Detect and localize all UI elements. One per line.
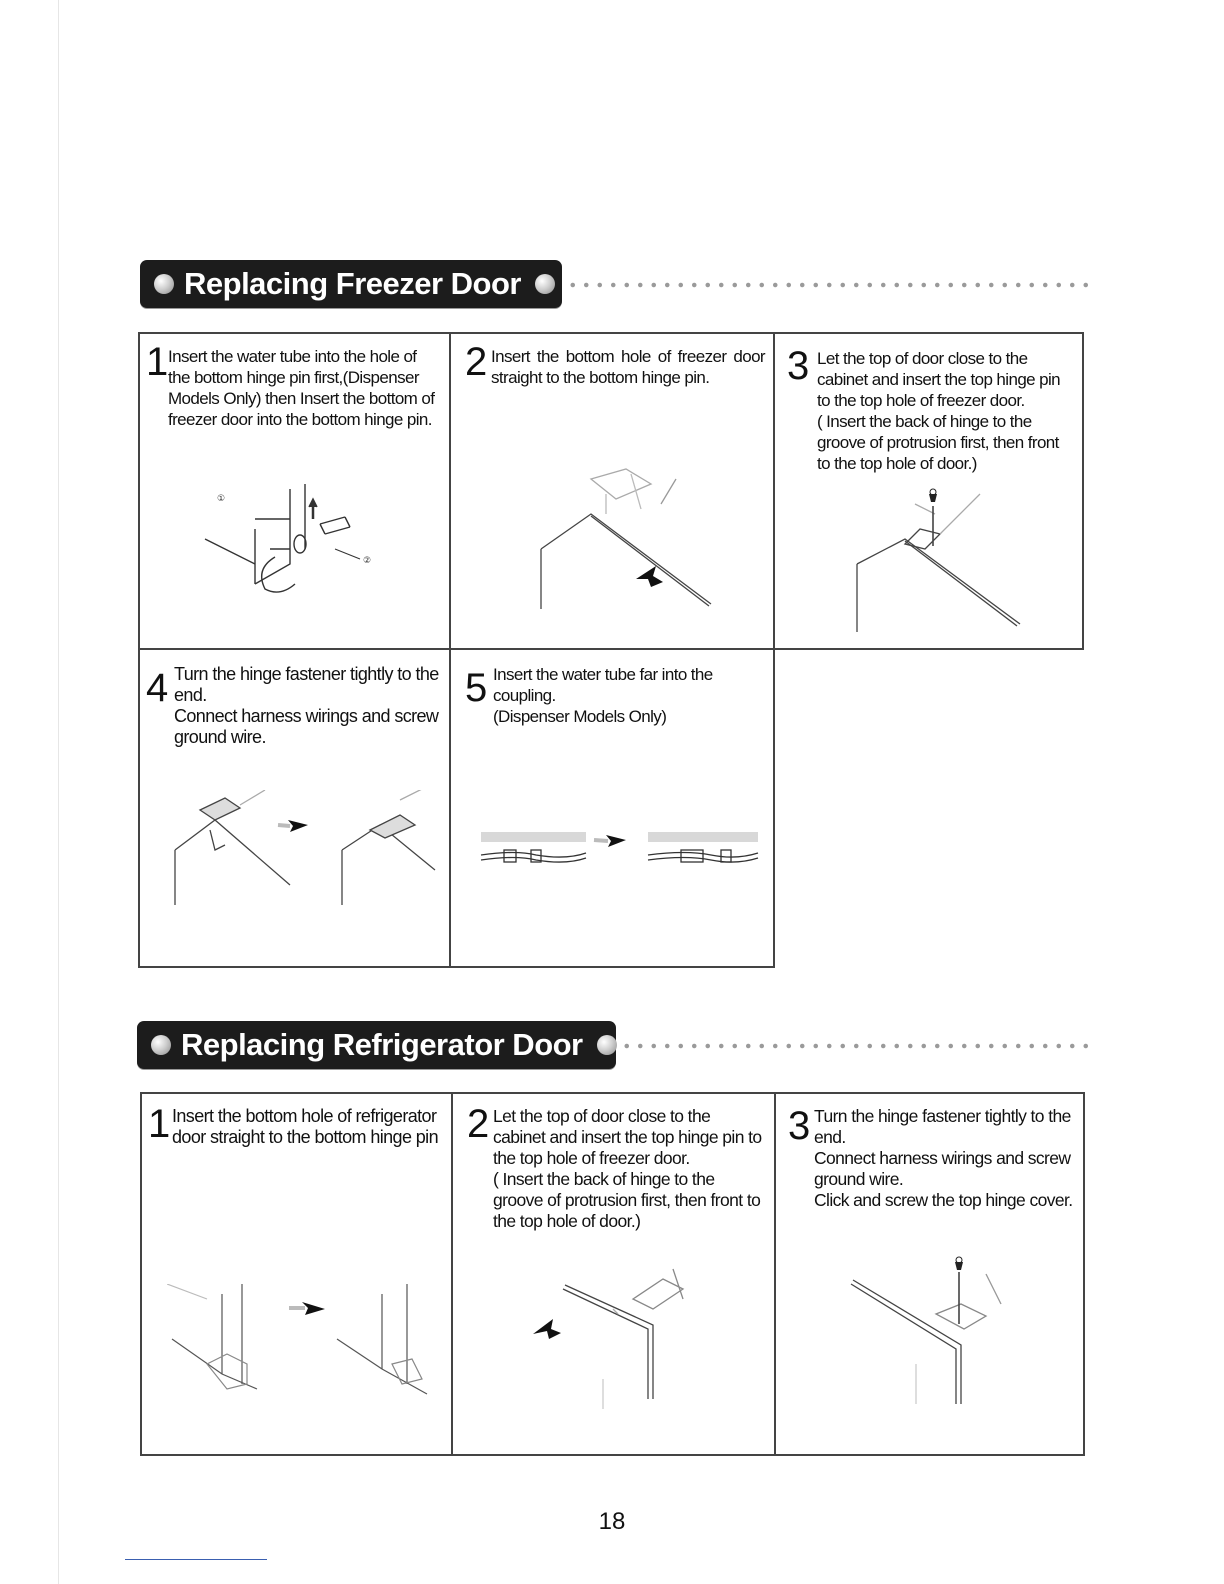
- step-number: 2: [467, 1102, 490, 1146]
- section-header-freezer: [140, 260, 562, 308]
- step-cell: [453, 1092, 776, 1456]
- bullet-icon: [535, 274, 555, 294]
- dotted-rule: [620, 1042, 1090, 1050]
- footer-rule: [125, 1559, 267, 1560]
- page-number: 18: [598, 1508, 626, 1535]
- step-text: Insert the water tube far into the coupling. (Dispenser Models Only): [493, 665, 713, 726]
- step-cell: [138, 650, 451, 968]
- callout-2: ②: [363, 555, 372, 565]
- step-number: 3: [787, 344, 810, 388]
- refrigerator-steps-grid: [140, 1092, 1085, 1456]
- step-cell: [140, 1092, 453, 1456]
- step-cell: [775, 332, 1084, 650]
- section-title: Replacing Freezer Door: [184, 266, 521, 301]
- dotted-rule: [566, 281, 1090, 289]
- freezer-steps-grid: [138, 332, 1084, 968]
- step-text: Turn the hinge fastener tightly to the end. Connect harness wirings and screw ground wire. Click and screw the top hinge cover.: [814, 1106, 1073, 1210]
- step-text: Turn the hinge fastener tightly to the end. Connect harness wirings and screw ground wire.: [174, 664, 439, 747]
- step-number: 1: [146, 340, 169, 384]
- step-number: 4: [146, 666, 169, 710]
- callout-1: ①: [217, 493, 226, 503]
- bullet-icon: [151, 1035, 171, 1055]
- page-edge-line: [58, 0, 59, 1584]
- door-top-hinge-illustration: [845, 484, 1065, 634]
- step-text: Let the top of door close to the cabinet and insert the top hinge pin to the top hole of freezer door. ( Insert the back of hinge to the groove of protrusion first, then front to the top hole of door.): [493, 1106, 762, 1231]
- water-tube-coupling-illustration: [476, 820, 766, 880]
- step-text: Insert the bottom hole of refrigerator door straight to the bottom hinge pin: [172, 1106, 438, 1147]
- refrigerator-hinge-cover-illustration: [836, 1254, 1066, 1414]
- bullet-icon: [154, 274, 174, 294]
- step-number: 3: [788, 1104, 811, 1148]
- refrigerator-bottom-hinge-illustration: [167, 1284, 447, 1414]
- step-cell: [776, 1092, 1085, 1456]
- step-cell: [138, 332, 451, 650]
- step-number: 1: [148, 1102, 171, 1146]
- step-number: 5: [465, 666, 488, 710]
- section-header-refrigerator: [137, 1021, 616, 1069]
- step-text: Let the top of door close to the cabinet and insert the top hinge pin to the top hole of freezer door. ( Insert the back of hinge to the groove of protrusion first, then front to the top hole of door.): [817, 349, 1061, 473]
- step-cell: [451, 332, 775, 650]
- step-number: 2: [465, 340, 488, 384]
- hinge-fastener-illustration: [170, 790, 440, 920]
- step-text: Insert the water tube into the hole of the bottom hinge pin first,(Dispenser Models Only) then Insert the bottom of freezer door into the bottom hinge pin.: [168, 347, 435, 429]
- bullet-icon: [597, 1035, 617, 1055]
- door-bottom-hinge-illustration: [531, 454, 751, 624]
- step-cell: [451, 650, 775, 968]
- refrigerator-top-hinge-illustration: [523, 1259, 753, 1409]
- section-title: Replacing Refrigerator Door: [181, 1027, 583, 1062]
- step-text: Insert the bottom hole of freezer door straight to the bottom hinge pin.: [491, 347, 765, 387]
- hinge-pin-illustration: [195, 479, 395, 609]
